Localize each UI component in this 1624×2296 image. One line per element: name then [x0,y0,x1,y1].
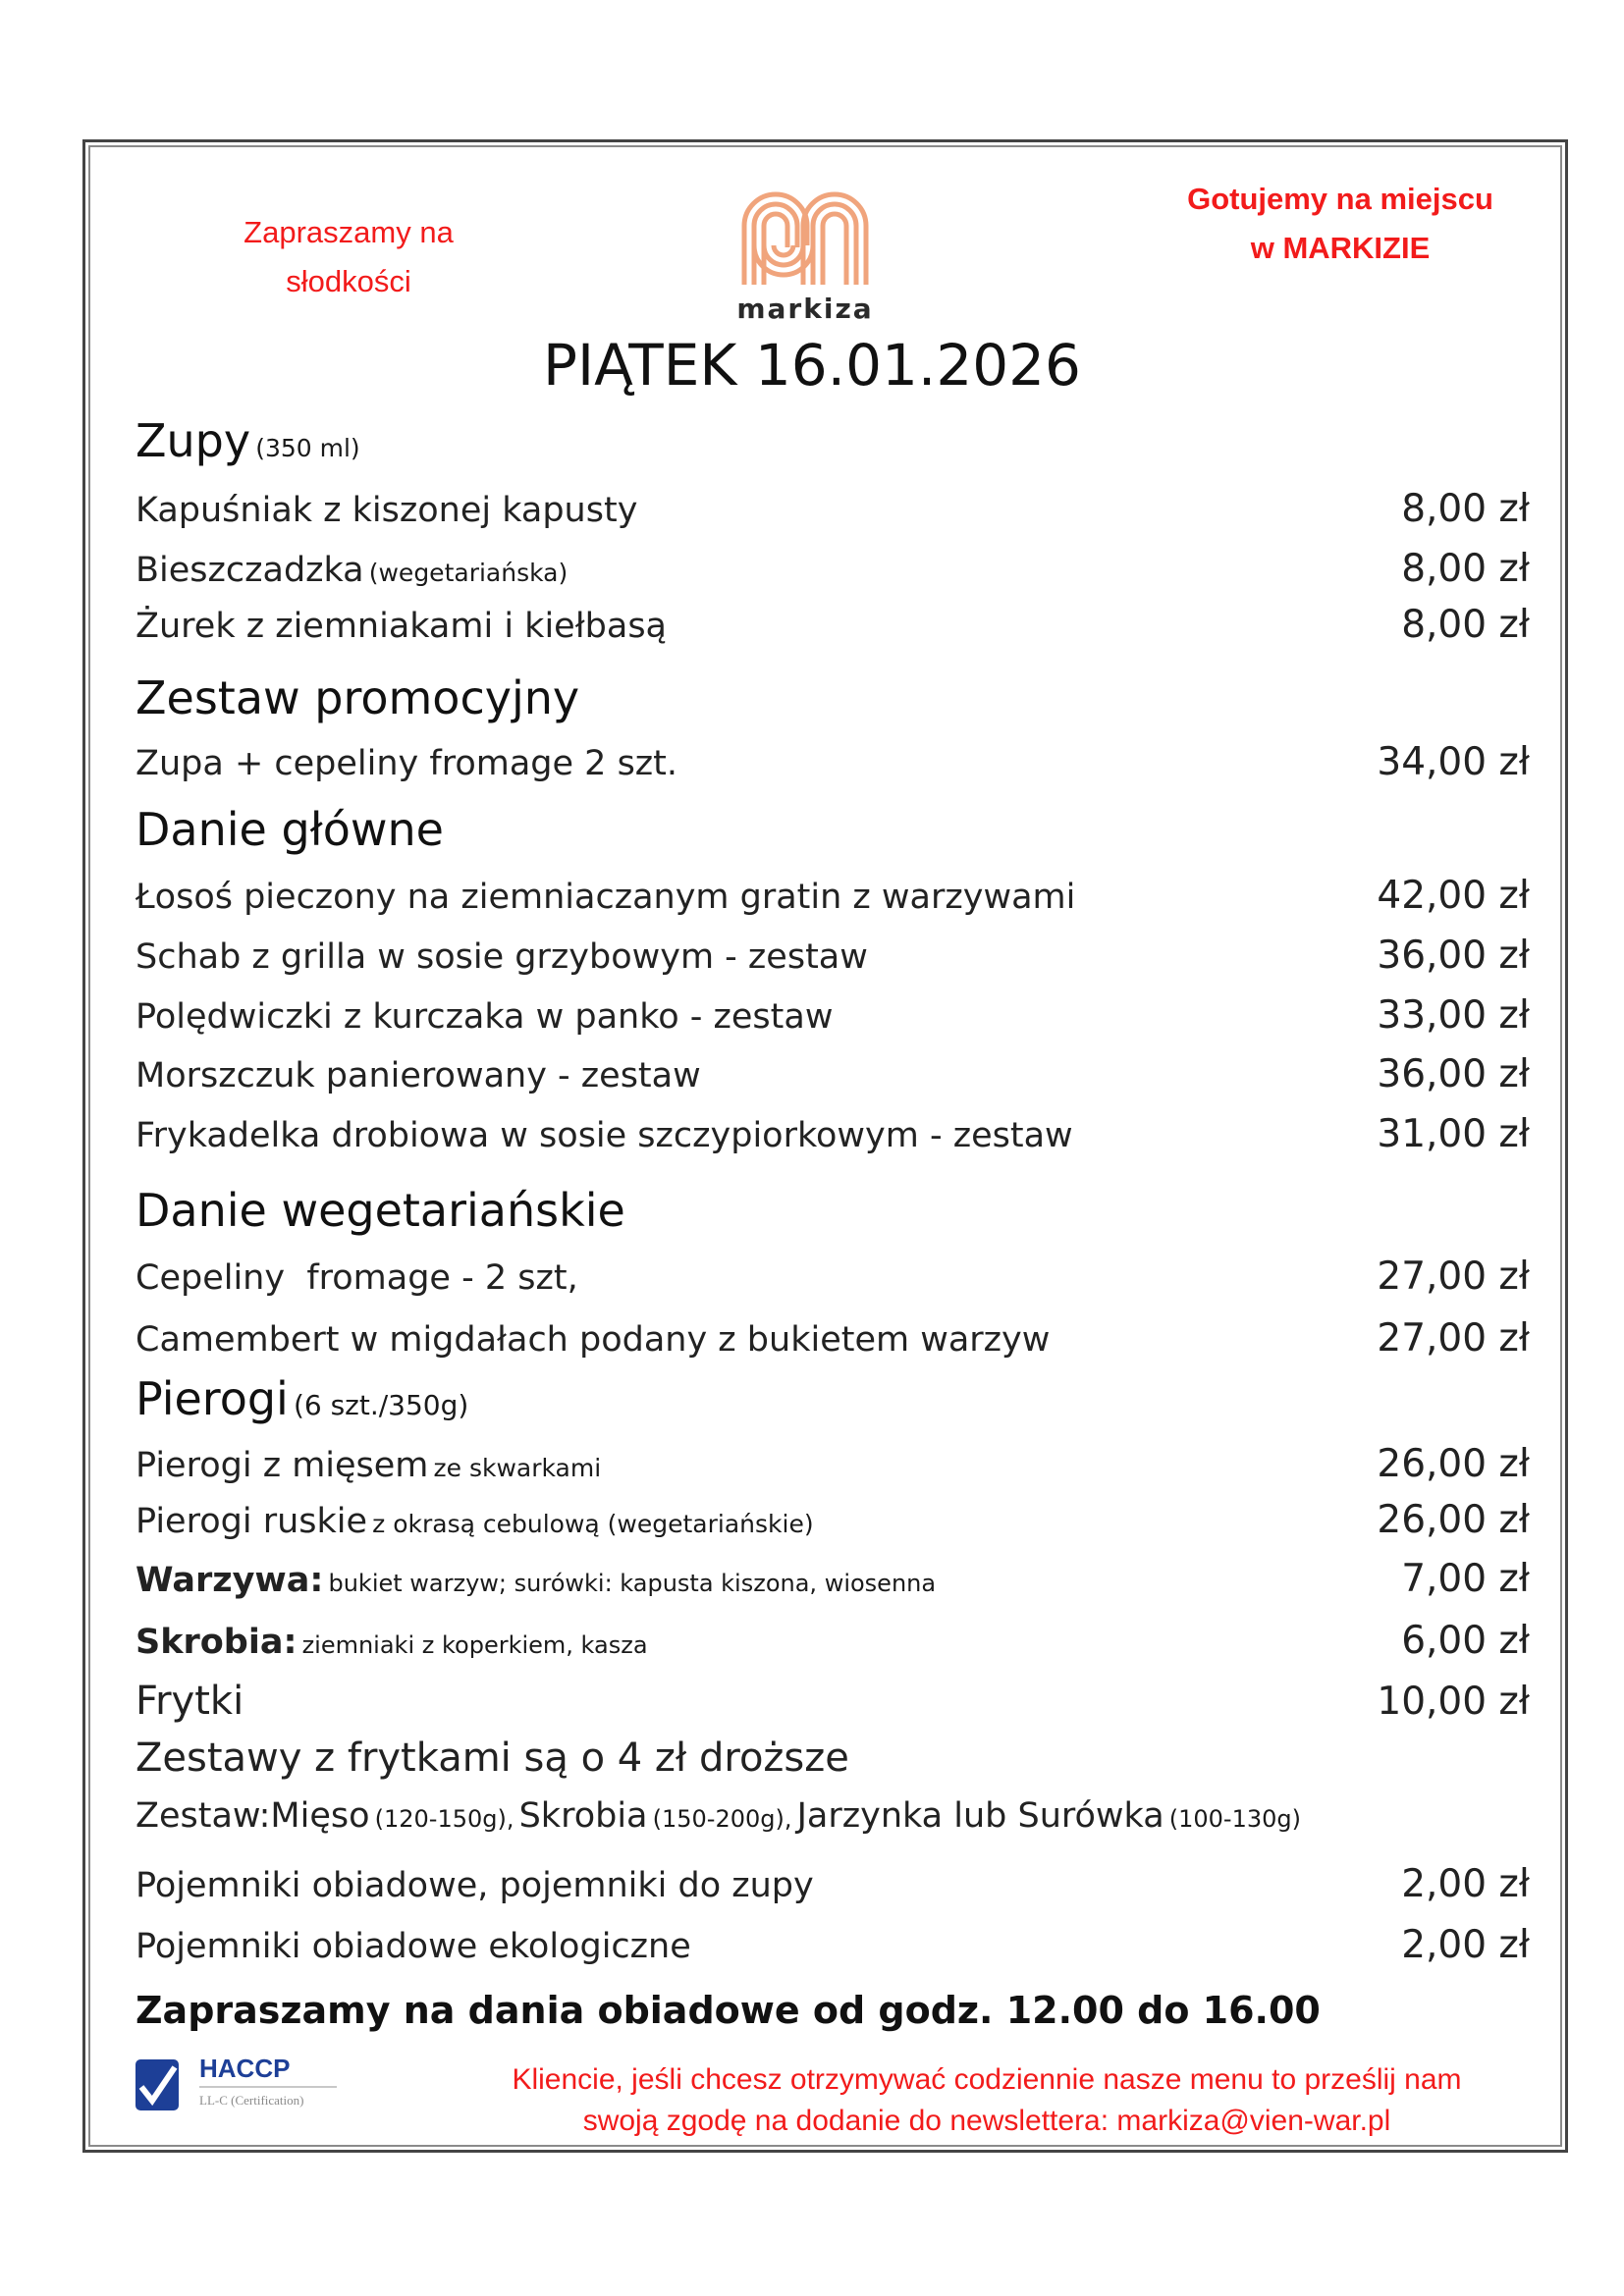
item-name: Morszczuk panierowany - zestaw [135,1056,701,1095]
item-price: 8,00 zł [1401,547,1530,591]
item-name: Pierogi z mięsem [135,1446,429,1485]
item-note: ze skwarkami [433,1454,602,1482]
menu-item [135,1498,1530,1542]
menu-item [135,1442,1530,1486]
page-title: PIĄTEK 16.01.2026 [543,332,1081,399]
item-name: Kapuśniak z kiszonej kapusty [135,491,638,530]
item-price: 8,00 zł [1401,487,1530,531]
item-price: 6,00 zł [1401,1619,1530,1663]
set-part-label: Skrobia [518,1796,648,1836]
item-price: 2,00 zł [1401,1862,1530,1906]
section-header-zestaw-promocyjny [135,671,1530,724]
checkmark-icon [135,2059,179,2110]
item-price: 42,00 zł [1377,874,1530,918]
cooking-promo-line-1: Gotujemy na miejscu [1187,182,1493,216]
haccp-title: HACCP [199,2054,291,2083]
menu-item [135,993,1530,1038]
menu-item [135,1052,1530,1096]
item-name: Pojemniki obiadowe, pojemniki do zupy [135,1866,814,1905]
fries-note [135,1735,1530,1781]
set-part-weight: (120-150g), [374,1805,514,1833]
section-header-danie-wegetarianskie [135,1184,1530,1237]
item-note: (wegetariańska) [368,559,568,587]
item-name: Skrobia: [135,1623,298,1662]
item-name: Frytki [135,1679,244,1724]
item-price: 7,00 zł [1401,1557,1530,1601]
newsletter-note [432,2059,1542,2142]
sweets-promo-line-2: słodkości [286,264,411,298]
menu-item [135,740,1530,784]
item-name: Frykadelka drobiowa w sosie szczypiorkowym - zestaw [135,1116,1073,1155]
item-price: 10,00 zł [1377,1680,1530,1724]
item-name: Bieszczadzka [135,551,364,590]
item-name: Camembert w migdałach podany z bukietem warzyw [135,1320,1051,1360]
item-price: 36,00 zł [1377,934,1530,978]
set-part-weight: (100-130g) [1168,1805,1301,1833]
sweets-promo-line-1: Zapraszamy na [244,215,454,249]
section-title: Zupy [135,414,251,467]
opening-hours [135,1989,1530,2032]
item-name: Żurek z ziemniakami i kiełbasą [135,607,667,646]
set-composition [135,1796,1530,1836]
haccp-badge [135,2054,342,2122]
section-note: (350 ml) [255,434,360,462]
item-name: Pierogi ruskie [135,1502,368,1541]
haccp-subtitle: LL-C (Certification) [199,2093,304,2108]
section-header-zupy [135,414,1530,467]
cooking-promo-line-2: w MARKIZIE [1250,231,1431,265]
divider [199,2086,337,2088]
item-note: z okrasą cebulową (wegetariańskie) [372,1510,814,1538]
menu-item [135,1255,1530,1299]
menu-item [135,1316,1530,1361]
item-price: 2,00 zł [1401,1923,1530,1967]
markiza-m-icon [736,187,874,285]
menu-item [135,1557,1530,1601]
menu-item [135,1619,1530,1663]
item-price: 27,00 zł [1377,1316,1530,1361]
section-header-pierogi [135,1372,1530,1425]
item-name: Pojemniki obiadowe ekologiczne [135,1927,691,1966]
set-part-label: Jarzynka lub Surówka [796,1796,1164,1836]
menu-item [135,603,1530,647]
item-name: Cepeliny fromage - 2 szt, [135,1258,578,1298]
section-title: Danie wegetariańskie [135,1184,625,1237]
menu-item [135,1923,1530,1967]
item-note: ziemniaki z koperkiem, kasza [301,1631,648,1659]
menu-item [135,487,1530,531]
item-name: Schab z grilla w sosie grzybowym - zestaw [135,937,868,977]
sweets-promo [226,208,471,306]
logo-text: markiza [736,293,874,325]
menu-item [135,874,1530,918]
item-note: bukiet warzyw; surówki: kapusta kiszona, wiosenna [328,1570,937,1597]
section-note: (6 szt./350g) [293,1389,469,1421]
item-name: Warzywa: [135,1561,324,1600]
markiza-logo [731,187,879,324]
menu-item [135,1112,1530,1156]
menu-item [135,547,1530,591]
cooking-promo [1149,175,1532,273]
item-price: 27,00 zł [1377,1255,1530,1299]
item-price: 26,00 zł [1377,1442,1530,1486]
menu-item [135,934,1530,978]
opening-hours-text: Zapraszamy na dania obiadowe od godz. 12.00 do 16.00 [135,1989,1321,2032]
section-title: Pierogi [135,1372,289,1425]
item-price: 8,00 zł [1401,603,1530,647]
item-price: 31,00 zł [1377,1112,1530,1156]
section-header-danie-glowne [135,803,1530,856]
section-title: Zestaw promocyjny [135,671,580,724]
item-name: Zupa + cepeliny fromage 2 szt. [135,744,678,783]
section-title: Danie główne [135,803,444,856]
newsletter-line-1: Kliencie, jeśli chcesz otrzymywać codziennie nasze menu to prześlij nam [512,2063,1462,2096]
set-part-label: Zestaw:Mięso [135,1796,370,1836]
item-price: 33,00 zł [1377,993,1530,1038]
menu-item [135,1679,1530,1724]
newsletter-line-2: swoją zgodę na dodanie do newslettera: markiza@vien-war.pl [582,2105,1391,2137]
item-name: Łosoś pieczony na ziemniaczanym gratin z warzywami [135,878,1076,917]
fries-note-text: Zestawy z frytkami są o 4 zł droższe [135,1735,849,1781]
item-price: 26,00 zł [1377,1498,1530,1542]
menu-item [135,1862,1530,1906]
item-price: 34,00 zł [1377,740,1530,784]
item-name: Polędwiczki z kurczaka w panko - zestaw [135,997,834,1037]
set-part-weight: (150-200g), [652,1805,792,1833]
item-price: 36,00 zł [1377,1052,1530,1096]
